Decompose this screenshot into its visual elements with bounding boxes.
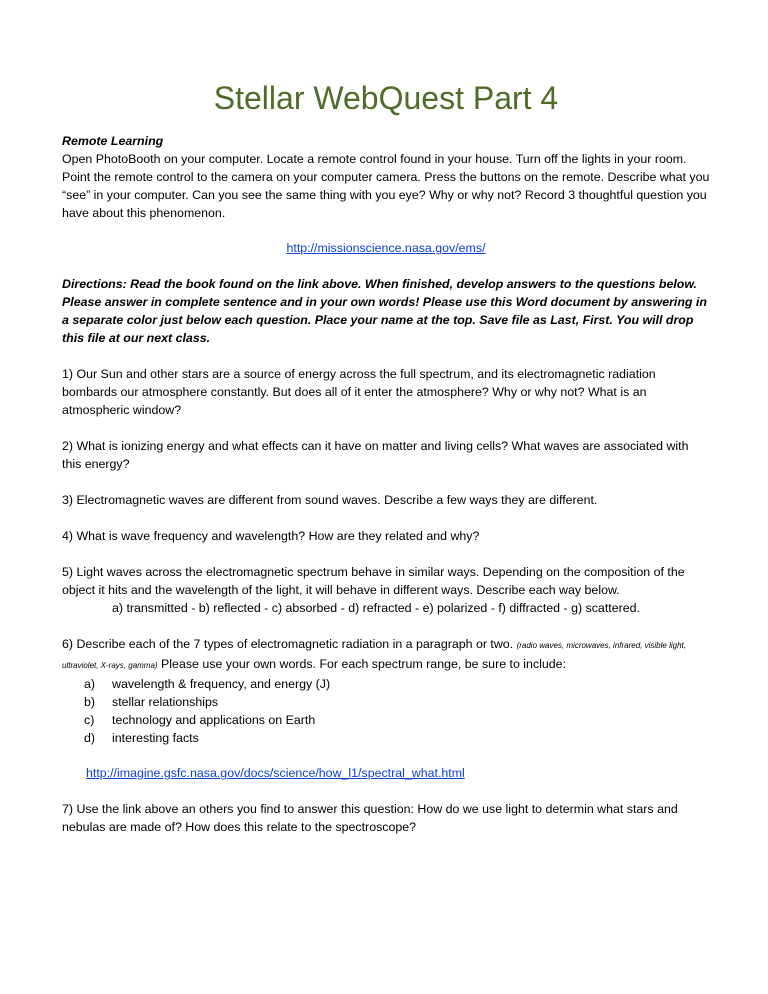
remote-learning-heading: Remote Learning: [62, 134, 164, 148]
list-item: [84, 729, 710, 747]
question-6-list: [62, 675, 710, 747]
question-6-end: Please use your own words. For each spectrum range, be sure to include:: [157, 657, 567, 671]
list-item-text: stellar relationships: [112, 695, 219, 709]
question-1: 1) Our Sun and other stars are a source of energy across the full spectrum, and its electromagnetic radiation bombards our atmosphere constantly. But does all of it enter the atmosphere? Why or why not? What is an atmospheric window?: [62, 367, 656, 417]
list-item: [84, 711, 710, 729]
list-item-text: technology and applications on Earth: [112, 713, 316, 727]
imagine-link-line: [62, 764, 710, 782]
question-5-text: 5) Light waves across the electromagnetic spectrum behave in similar ways. Depending on the composition of the object it hits and the wavelength of the light, it will behave in different ways. Describe each way below.: [62, 565, 685, 597]
question-4: 4) What is wave frequency and wavelength? How are they related and why?: [62, 529, 480, 543]
list-marker: c): [84, 713, 95, 727]
list-marker: a): [84, 677, 96, 691]
page-title: Stellar WebQuest Part 4: [213, 80, 559, 116]
list-item: [84, 693, 710, 711]
missionscience-link-line: [62, 239, 710, 257]
question-6-start: 6) Describe each of the 7 types of electromagnetic radiation in a paragraph or two.: [62, 637, 517, 651]
question-6-text: [62, 635, 710, 675]
document-page: [62, 78, 710, 836]
question-6: [62, 635, 710, 747]
question-2: 2) What is ionizing energy and what effects can it have on matter and living cells? What waves are associated with this energy?: [62, 439, 689, 471]
missionscience-link[interactable]: http://missionscience.nasa.gov/ems/: [286, 241, 486, 255]
question-7: 7) Use the link above an others you find to answer this question: How do we use light to determin what stars and nebulas are made of? How does this relate to the spectroscope?: [62, 802, 678, 834]
list-marker: b): [84, 695, 96, 709]
question-5: [62, 563, 710, 617]
question-5-list: a) transmitted - b) reflected - c) absorbed - d) refracted - e) polarized - f) diffracted - g) scattered.: [112, 601, 640, 615]
remote-learning-body: Open PhotoBooth on your computer. Locate a remote control found in your house. Turn off the lights in your room. Point the remote control to the camera on your computer camera. Press the buttons on the remote. Describe what you “see” in your computer. Can you see the same thing with you eye? Why or why not? Record 3 thoughtful question you have about this phenomenon.: [62, 152, 710, 220]
question-6-types: (radio waves, microwaves, infrared, visible light, ultraviolet, X-rays, gamma): [62, 641, 686, 670]
list-item-text: wavelength & frequency, and energy (J): [112, 677, 331, 691]
list-marker: d): [84, 731, 96, 745]
imagine-gsfc-link[interactable]: http://imagine.gsfc.nasa.gov/docs/science/how_l1/spectral_what.html: [86, 766, 465, 780]
list-item: [84, 675, 710, 693]
question-3: 3) Electromagnetic waves are different from sound waves. Describe a few ways they are different.: [62, 493, 598, 507]
directions-text: Directions: Read the book found on the link above. When finished, develop answers to the questions below. Please answer in complete sentence and in your own words! Please use this Word document by answering in a separate color just below each question. Place your name at the top. Save file as Last, First. You will drop this file at our next class.: [62, 277, 707, 345]
list-item-text: interesting facts: [112, 731, 199, 745]
